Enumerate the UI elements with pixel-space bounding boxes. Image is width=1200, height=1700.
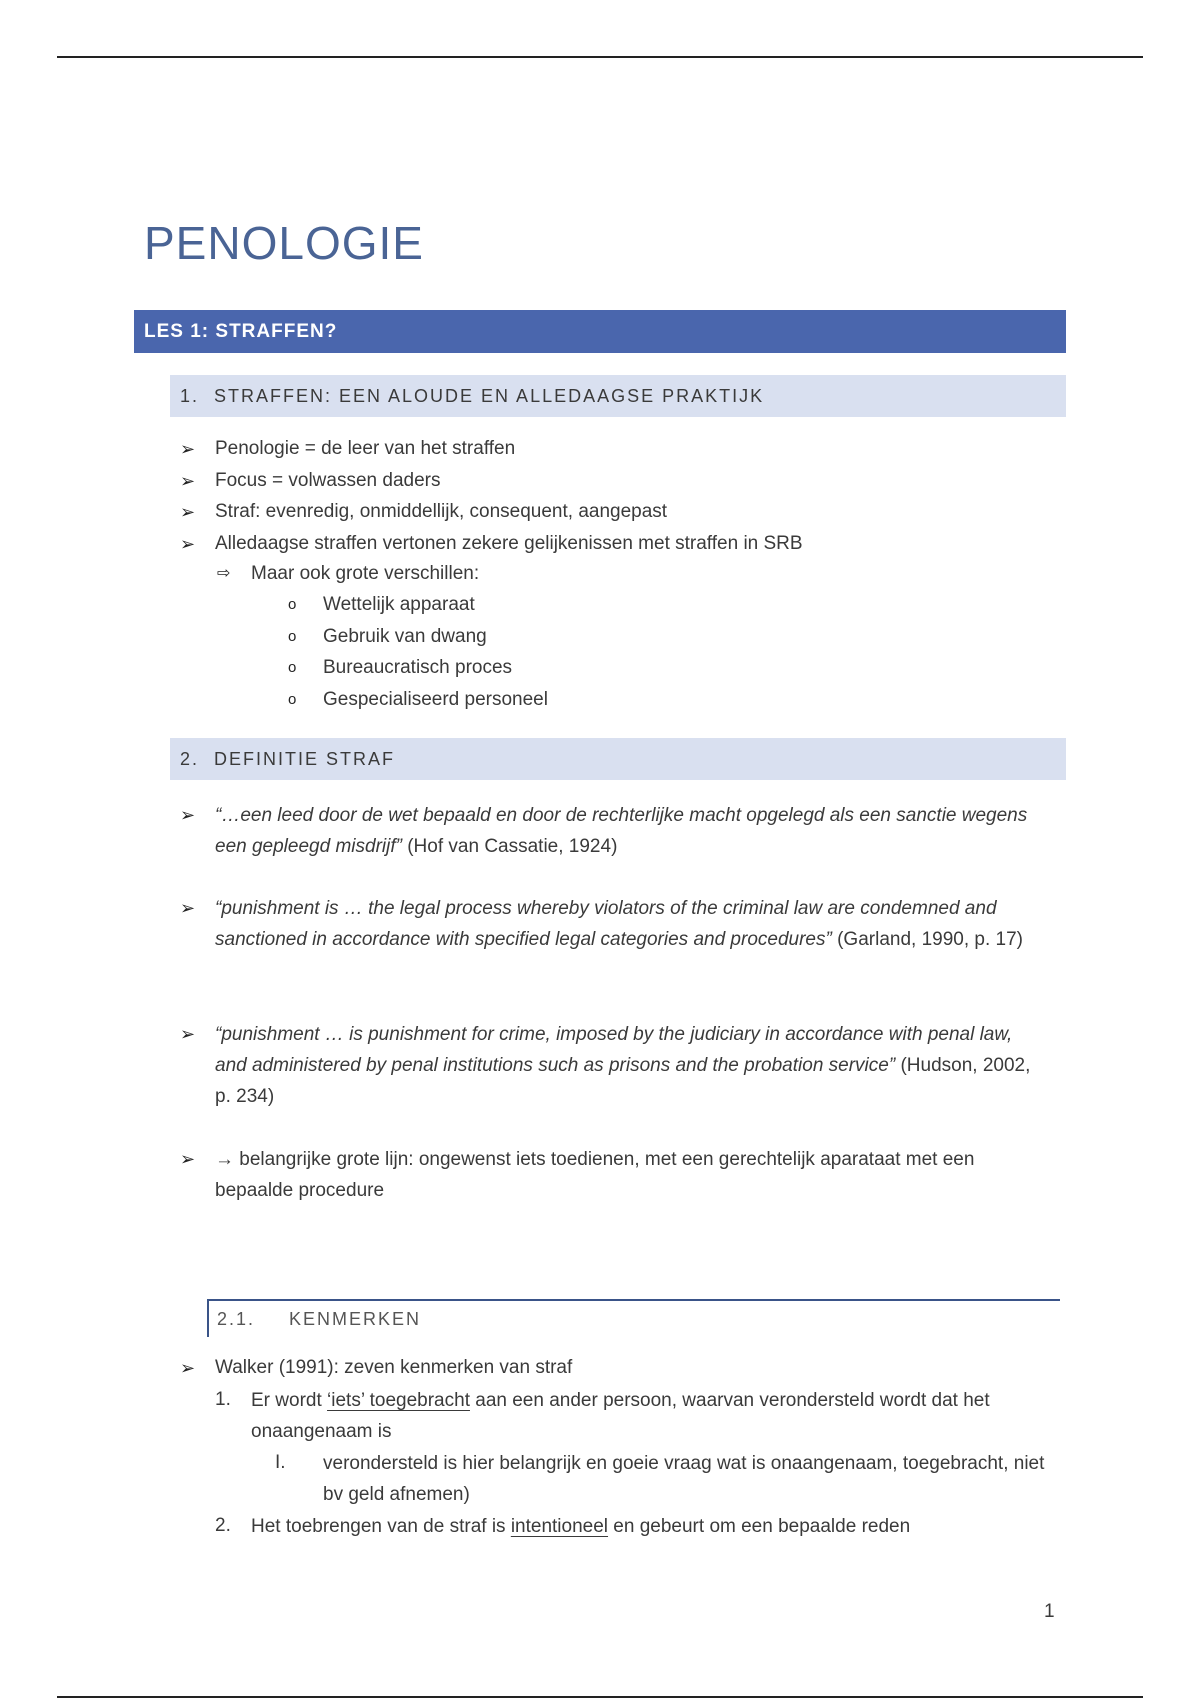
definition-quote-3 <box>215 1019 1045 1112</box>
circle-bullet-icon: o <box>288 691 297 708</box>
arrowhead-bullet-icon: ➢ <box>180 1024 196 1044</box>
quote-text: “punishment … is punishment for crime, imposed by the judiciary in accordance with penal law, and administered by penal institutions such as prisons and the probation service” <box>215 1024 1013 1076</box>
arrowhead-bullet-icon: ➢ <box>180 898 196 918</box>
list-item: Maar ook grote verschillen: <box>251 563 480 584</box>
section-1-title: STRAFFEN: EEN ALOUDE EN ALLEDAAGSE PRAKTIJK <box>214 385 765 406</box>
item-text: Er wordt <box>251 1390 328 1411</box>
arrowhead-bullet-icon: ➢ <box>180 439 196 459</box>
list-item: Wettelijk apparaat <box>323 594 475 615</box>
list-item: Gebruik van dwang <box>323 626 487 647</box>
arrowhead-bullet-icon: ➢ <box>180 471 196 491</box>
list-number: I. <box>275 1452 286 1473</box>
quote-source: (Hudson, 2002, p. 234) <box>215 1055 1031 1107</box>
definition-quote-1 <box>215 800 1045 862</box>
item-text: aan een ander persoon, waarvan verondersteld wordt dat het onaangenaam is <box>251 1390 990 1442</box>
section-1-heading <box>170 375 1066 417</box>
definition-summary: → belangrijke grote lijn: ongewenst iets toedienen, met een gerechtelijk aparataat met een bepaalde procedure <box>215 1149 975 1201</box>
section-2-heading <box>170 738 1066 780</box>
header-rule <box>57 56 1143 58</box>
arrowhead-bullet-icon: ➢ <box>180 1149 196 1169</box>
list-item: Bureaucratisch proces <box>323 657 513 678</box>
list-item: Penologie = de leer van het straffen <box>215 438 516 459</box>
list-item: Alledaagse straffen vertonen zekere gelijkenissen met straffen in SRB <box>215 533 803 554</box>
section-1-number: 1. <box>180 385 200 406</box>
quote-text: “…een leed door de wet bepaald en door de rechterlijke macht opgelegd als een sanctie wegens een gepleegd misdrijf” <box>215 805 1028 857</box>
list-number: 2. <box>215 1515 231 1536</box>
page-number: 1 <box>1044 1601 1055 1622</box>
list-item: Focus = volwassen daders <box>215 470 441 491</box>
subsection-number: 2.1. <box>217 1308 256 1329</box>
circle-bullet-icon: o <box>288 659 297 676</box>
arrowhead-bullet-icon: ➢ <box>180 502 196 522</box>
list-item: Gespecialiseerd personeel <box>323 689 548 710</box>
hollow-arrow-icon: ⇨ <box>217 565 231 582</box>
lesson-heading: LES 1: STRAFFEN? <box>134 310 1066 353</box>
list-item: Straf: evenredig, onmiddellijk, consequent, aangepast <box>215 501 668 522</box>
list-item: verondersteld is hier belangrijk en goeie vraag wat is onaangenaam, toegebracht, niet bv geld afnemen) <box>323 1453 1045 1505</box>
arrowhead-bullet-icon: ➢ <box>180 805 196 825</box>
list-item <box>251 1385 1061 1447</box>
circle-bullet-icon: o <box>288 628 297 645</box>
subsection-heading <box>207 1299 1060 1337</box>
item-underlined: ‘iets’ toegebracht <box>327 1390 470 1411</box>
list-item: Walker (1991): zeven kenmerken van straf <box>215 1357 573 1378</box>
arrowhead-bullet-icon: ➢ <box>180 1358 196 1378</box>
item-text: Het toebrengen van de straf is <box>251 1516 511 1537</box>
subsection-title: KENMERKEN <box>289 1308 422 1329</box>
quote-text: “punishment is … the legal process whereby violators of the criminal law are condemned and sanctioned in accordance with specified legal categories and procedures” <box>215 898 997 950</box>
section-2-title: DEFINITIE STRAF <box>214 748 396 769</box>
arrowhead-bullet-icon: ➢ <box>180 534 196 554</box>
definition-quote-2 <box>215 893 1045 955</box>
item-text: en gebeurt om een bepaalde reden <box>608 1516 911 1537</box>
section-2-number: 2. <box>180 748 200 769</box>
quote-source: (Garland, 1990, p. 17) <box>831 929 1023 950</box>
list-item <box>251 1511 1061 1542</box>
quote-source: (Hof van Cassatie, 1924) <box>401 836 618 857</box>
circle-bullet-icon: o <box>288 596 297 613</box>
list-number: 1. <box>215 1389 231 1410</box>
page-title: PENOLOGIE <box>144 217 424 269</box>
item-underlined: intentioneel <box>510 1516 609 1537</box>
footer-rule <box>57 1696 1143 1698</box>
